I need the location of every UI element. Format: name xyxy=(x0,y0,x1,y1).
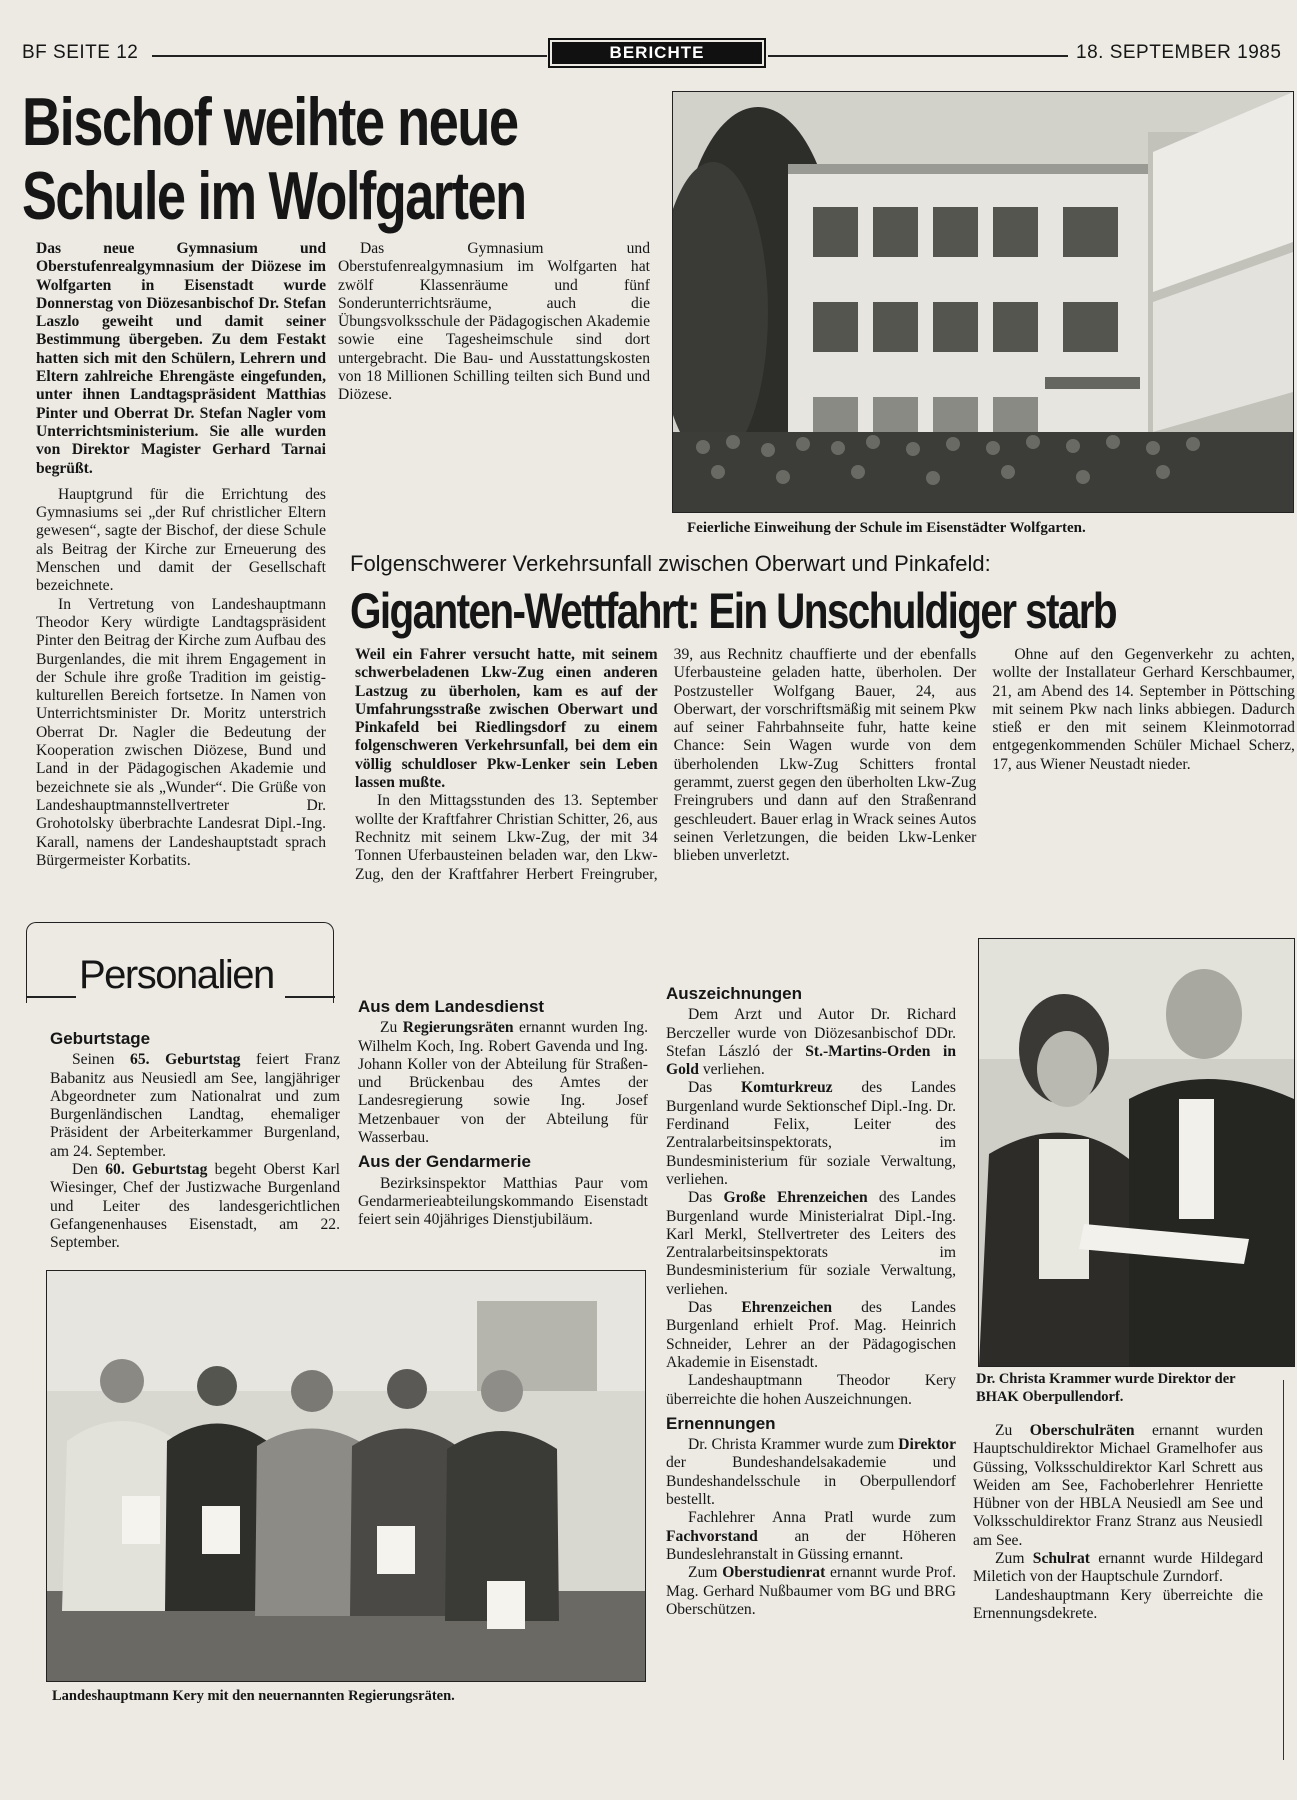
geburtstag-entry: Den 60. Geburtstag begeht Oberst Karl Wiesinger, Chef der Justizwache Burgenland und Leiter des landesgerichtlichen Gefangenenhauses Eisenstadt, am 22. September. xyxy=(50,1161,340,1252)
ernennung-entry: Zum Oberstudienrat ernannt wurde Prof. Mag. Gerhard Nußbaumer vom BG und BRG Oberschützen. xyxy=(666,1564,956,1618)
ernennung-entry: Fachlehrer Anna Pratl wurde zum Fachvorstand an der Höheren Bundeslehranstalt in Güssing ernannt. xyxy=(666,1509,956,1563)
page-date: 18. SEPTEMBER 1985 xyxy=(1076,42,1282,63)
article2-kicker: Folgenschwerer Verkehrsunfall zwischen Oberwart und Pinkafeld: xyxy=(350,551,991,576)
gendarmerie-entry: Bezirksinspektor Matthias Paur vom Gendarmerieabteilungskommando Eisenstadt feiert sein 40jähriges Dienstjubiläum. xyxy=(358,1174,648,1229)
landesdienst-heading: Aus dem Landesdienst xyxy=(358,997,545,1016)
personalien-title: Personalien xyxy=(79,953,274,997)
ernennung-entry: Landeshauptmann Kery überreichte die Ernennungsdekrete. xyxy=(973,1586,1263,1622)
article2-lead: Weil ein Fahrer versucht hatte, mit seinem schwerbeladenen Lkw-Zug einen anderen Lastzug zu überholen, kam es auf der Umfahrungsstraße zwischen Oberwart und Pinkafeld bei Riedlingsdorf zu einem folgenschweren Verkehrsunfall, bei dem ein völlig schuldloser Pkw-Lenker sein Leben lassen mußte. xyxy=(355,646,658,792)
krammer-caption: Dr. Christa Krammer wurde Direktor der BHAK Oberpullendorf. xyxy=(976,1371,1236,1405)
school-photo xyxy=(672,91,1294,513)
personalien-column-1 xyxy=(50,1024,340,1269)
header-rule-left xyxy=(152,55,547,57)
group-portrait-image xyxy=(47,1271,645,1681)
geburtstag-entry: Seinen 65. Geburtstag feiert Franz Babanitz aus Neusiedl am See, langjähriger Abgeordneter zum Nationalrat und zum Burgenländischen Landtag, ehemaliger Präsident der Arbeiterkammer Burgenland, am 24. September. xyxy=(50,1051,340,1160)
ernennung-entry: Zum Schulrat ernannt wurde Hildegard Miletich von der Hauptschule Zurndorf. xyxy=(973,1550,1263,1586)
page-number: BF SEITE 12 xyxy=(22,42,139,63)
article2-paragraph: In den Mittagsstunden des 13. September wollte der Kraftfahrer Christian Schitter, 26, aus Rechnitz mit seinem Lkw-Zug, der mit 34 Tonnen Uferbausteinen beladen war, den Lkw-Zug, den der Kraftfahrer Herbert Freingruber, 39, aus Rechnitz chauffierte und der ebenfalls Uferbausteine geladen hatte, überholen. Der Postzusteller Wolfgang Bauer, 24, aus Oberwart, der vorschriftsmäßig mit seinem Pkw auf seiner Fahrbahnseite fuhr, hatte keine Chance: Sein Wagen wurde von dem überholenden Lkw-Zug Schitters frontal gerammt, zuerst gegen den überholten Lkw-Zug Freingrubers und dann auf den Straßenrand geschleudert. Bauer erlag in Wrack seines Autos seinen Verletzungen, die beiden Lkw-Lenker blieben unverletzt. xyxy=(355,646,977,883)
article1-paragraph: Hauptgrund für die Errichtung des Gymnasiums sei „der Ruf christlicher Eltern gewesen“, sagte der Bischof, der diese Schule als Beitrag der Kirche zur Erneuerung des Menschen und damit der Gesellschaft bezeichnete. xyxy=(36,485,326,595)
article1-lead: Das neue Gymnasium und Oberstufenrealgymnasium der Diözese im Wolfgarten in Eisenstadt wurde Donnerstag von Diözesanbischof Dr. Stefan Laszlo geweiht und damit seiner Bestimmung übergeben. Zu dem Festakt hatten sich mit den Schülern, Lehrern und Eltern zahlreiche Ehrengäste eingefunden, unter ihnen Landtagspräsident Matthias Pinter und Oberrat Dr. Stefan Nagler vom Unterrichtsministerium. Sie alle wurden von Direktor Magister Gerhard Tarnai begrüßt. xyxy=(36,240,326,477)
personalien-title-box xyxy=(26,922,334,1003)
regierungsraete-photo xyxy=(46,1270,646,1682)
personalien-column-4 xyxy=(973,1422,1263,1623)
personalien-column-3 xyxy=(666,955,956,1619)
auszeichnung-entry: Das Ehrenzeichen des Landes Burgenland erhielt Prof. Mag. Heinrich Schneider, Lehrer an der Pädagogischen Akademie in Eisenstadt. xyxy=(666,1299,956,1371)
personalien-column-2 xyxy=(358,930,648,1229)
gendarmerie-heading: Aus der Gendarmerie xyxy=(358,1152,531,1172)
section-label: BERICHTE xyxy=(552,42,762,64)
article1-column-1 xyxy=(36,240,326,870)
handshake-image xyxy=(979,939,1294,1366)
ernennung-entry: Zu Oberschulräten ernannt wurden Hauptschuldirektor Michael Gramelhofer aus Güssing, Volksschuldirektor Karl Schrett aus Weiden am See, Fachoberlehrer Henriette Hübner von der HBLA Neusiedl am See und Volksschuldirektor Franz Stranz aus Neusiedl am See. xyxy=(973,1422,1263,1549)
section-label-box xyxy=(548,38,766,68)
auszeichnungen-heading: Auszeichnungen xyxy=(666,984,803,1003)
auszeichnung-entry: Das Komturkreuz des Landes Burgenland wurde Sektionschef Dipl.-Ing. Dr. Ferdinand Felix, Leiter des Zentralarbeitsinspektorats, im Bundesministerium für soziale Verwaltung, verliehen. xyxy=(666,1079,956,1188)
landesdienst-entry: Zu Regierungsräten ernannt wurden Ing. Wilhelm Koch, Ing. Robert Gavenda und Ing. Johann Koller von der Abteilung für Straßen- und Brückenbau des Amtes der Landesregierung sowie Ing. Josef Metzenbauer von der Abteilung für Wasserbau. xyxy=(358,1019,648,1147)
article1-paragraph: In Vertretung von Landeshauptmann Theodor Kery würdigte Landtagspräsident Pinter den Beitrag der Kirche zum Aufbau des Burgenlandes, die mit ihrem Engagement in der Schule ihre große Tradition im geistig-kulturellen Bereich fortsetze. In Namen von Unterrichtsminister Dr. Moritz unterstrich Oberrat Dr. Nagler die Bedeutung der Kooperation zwischen Diözese, Bund und Land in der Pädagogischen Akademie und bezeichnete sie als „Wunder“. Die Grüße von Landeshauptmannstellvertreter Dr. Grohotolsky überbrachte Landesrat Dipl.-Ing. Karall, namens der Landeshauptstadt sprach Bürgermeister Korbatits. xyxy=(36,595,326,869)
article1-column-2 xyxy=(338,240,650,405)
article2-headline: Giganten-Wettfahrt: Ein Unschuldiger starb xyxy=(350,583,1117,639)
article1-paragraph: Das Gymnasium und Oberstufenrealgymnasium im Wolfgarten hat zwölf Klassenräume und fünf Sonderunterrichtsräume, auch die Übungsvolksschule der Pädagogischen Akademie sowie eine Tagesheimschule sind dort untergebracht. Die Bau- und Ausstattungskosten von 18 Millionen Schilling teilten sich Bund und Diözese. xyxy=(338,240,650,404)
auszeichnung-entry: Dem Arzt und Autor Dr. Richard Berczeller wurde von Diözesanbischof DDr. Stefan László der St.-Martins-Orden in Gold verliehen. xyxy=(666,1006,957,1079)
article1-headline-line2: Schule im Wolfgarten xyxy=(22,158,526,234)
ernennung-entry: Dr. Christa Krammer wurde zum Direktor der Bundeshandelsakademie und Bundeshandelsschule in Oberpullendorf bestellt. xyxy=(666,1436,956,1509)
krammer-photo xyxy=(978,938,1295,1367)
header-rule-right xyxy=(768,55,1068,57)
geburtstage-heading: Geburtstage xyxy=(50,1029,151,1048)
ernennungen-heading: Ernennungen xyxy=(666,1413,776,1433)
auszeichnung-entry: Das Große Ehrenzeichen des Landes Burgenland wurde Ministerialrat Dipl.-Ing. Karl Merkl, Stellvertreter des Leiters des Zentralarbeitsinspektorats im Bundesministerium für soziale Verwaltung, verliehen. xyxy=(666,1189,956,1298)
auszeichnung-entry: Landeshauptmann Theodor Kery überreichte die hohen Auszeichnungen. xyxy=(666,1372,956,1408)
school-building-image xyxy=(673,92,1293,512)
school-photo-caption: Feierliche Einweihung der Schule im Eisenstädter Wolfgarten. xyxy=(687,520,1086,536)
article1-headline-line1: Bischof weihte neue xyxy=(22,84,518,160)
column-divider xyxy=(1283,1380,1284,1760)
regierungsraete-caption: Landeshauptmann Kery mit den neuernannten Regierungsräten. xyxy=(52,1688,455,1704)
article2-paragraph: Ohne auf den Gegenverkehr zu achten, wollte der Installateur Gerhard Kerschbaumer, 21, am Abend des 14. September in Pöttsching mit seinem Pkw nach links abbiegen. Dadurch stieß er den mit seinem Kleinmotorrad entgegenkommenden Schüler Michael Scherz, 17, aus Wiener Neustadt nieder. xyxy=(992,646,1295,773)
article2-columns xyxy=(355,646,1295,902)
